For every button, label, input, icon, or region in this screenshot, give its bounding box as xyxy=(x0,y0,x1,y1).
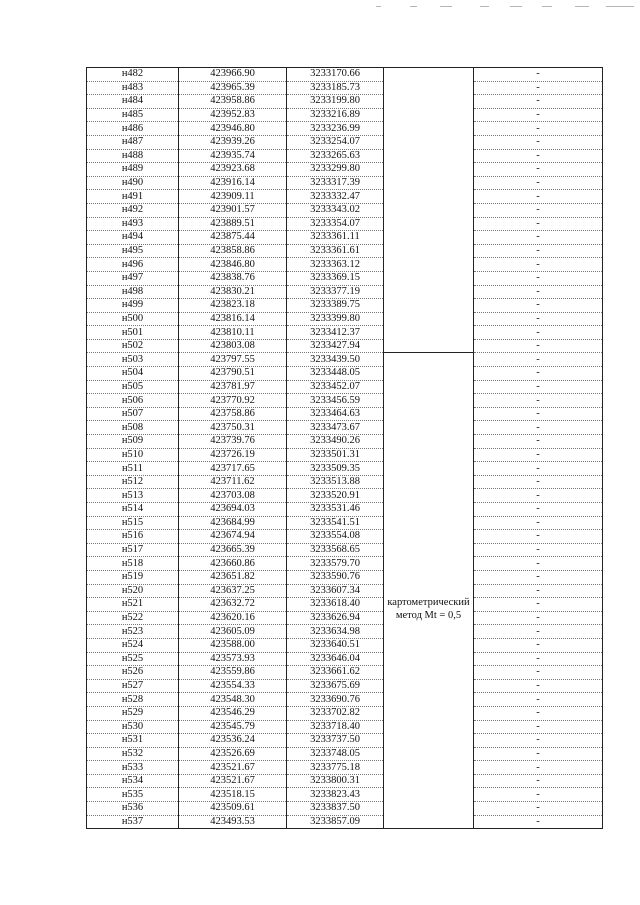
point-name-cell: н498 xyxy=(87,285,179,299)
y-coordinate-cell: 3233775.18 xyxy=(287,761,384,775)
table-row xyxy=(87,530,603,544)
y-coordinate-cell: 3233369.15 xyxy=(287,271,384,285)
table-row xyxy=(87,176,603,190)
x-coordinate-cell: 423909.11 xyxy=(179,190,287,204)
point-name-cell: н510 xyxy=(87,448,179,462)
table-row xyxy=(87,217,603,231)
accuracy-cell: - xyxy=(474,625,603,639)
table-row xyxy=(87,475,603,489)
accuracy-cell: - xyxy=(474,516,603,530)
x-coordinate-cell: 423526.69 xyxy=(179,747,287,761)
point-name-cell: н489 xyxy=(87,163,179,177)
y-coordinate-cell: 3233456.59 xyxy=(287,394,384,408)
point-name-cell: н537 xyxy=(87,815,179,829)
point-name-cell: н483 xyxy=(87,81,179,95)
point-name-cell: н535 xyxy=(87,788,179,802)
x-coordinate-cell: 423726.19 xyxy=(179,448,287,462)
x-coordinate-cell: 423703.08 xyxy=(179,489,287,503)
y-coordinate-cell: 3233473.67 xyxy=(287,421,384,435)
y-coordinate-cell: 3233170.66 xyxy=(287,68,384,82)
y-coordinate-cell: 3233646.04 xyxy=(287,652,384,666)
x-coordinate-cell: 423637.25 xyxy=(179,584,287,598)
table-row xyxy=(87,802,603,816)
table-row xyxy=(87,448,603,462)
y-coordinate-cell: 3233823.43 xyxy=(287,788,384,802)
point-name-cell: н497 xyxy=(87,271,179,285)
accuracy-cell: - xyxy=(474,435,603,449)
table-row xyxy=(87,149,603,163)
accuracy-cell: - xyxy=(474,407,603,421)
x-coordinate-cell: 423781.97 xyxy=(179,380,287,394)
x-coordinate-cell: 423605.09 xyxy=(179,625,287,639)
x-coordinate-cell: 423717.65 xyxy=(179,462,287,476)
accuracy-cell: - xyxy=(474,244,603,258)
point-name-cell: н527 xyxy=(87,679,179,693)
x-coordinate-cell: 423660.86 xyxy=(179,557,287,571)
accuracy-cell: - xyxy=(474,652,603,666)
accuracy-cell: - xyxy=(474,489,603,503)
point-name-cell: н514 xyxy=(87,503,179,517)
y-coordinate-cell: 3233837.50 xyxy=(287,802,384,816)
point-name-cell: н486 xyxy=(87,122,179,136)
table-row xyxy=(87,761,603,775)
x-coordinate-cell: 423620.16 xyxy=(179,611,287,625)
point-name-cell: н533 xyxy=(87,761,179,775)
point-name-cell: н519 xyxy=(87,570,179,584)
table-row xyxy=(87,489,603,503)
table-row xyxy=(87,231,603,245)
accuracy-cell: - xyxy=(474,135,603,149)
table-row xyxy=(87,108,603,122)
accuracy-cell: - xyxy=(474,312,603,326)
x-coordinate-cell: 423750.31 xyxy=(179,421,287,435)
point-name-cell: н522 xyxy=(87,611,179,625)
accuracy-cell: - xyxy=(474,802,603,816)
accuracy-cell: - xyxy=(474,503,603,517)
accuracy-cell: - xyxy=(474,774,603,788)
point-name-cell: н524 xyxy=(87,638,179,652)
y-coordinate-cell: 3233317.39 xyxy=(287,176,384,190)
point-name-cell: н485 xyxy=(87,108,179,122)
accuracy-cell: - xyxy=(474,693,603,707)
y-coordinate-cell: 3233607.34 xyxy=(287,584,384,598)
y-coordinate-cell: 3233626.94 xyxy=(287,611,384,625)
accuracy-cell: - xyxy=(474,611,603,625)
x-coordinate-cell: 423830.21 xyxy=(179,285,287,299)
y-coordinate-cell: 3233363.12 xyxy=(287,258,384,272)
y-coordinate-cell: 3233254.07 xyxy=(287,135,384,149)
x-coordinate-cell: 423952.83 xyxy=(179,108,287,122)
point-name-cell: н516 xyxy=(87,530,179,544)
accuracy-cell: - xyxy=(474,679,603,693)
point-name-cell: н493 xyxy=(87,217,179,231)
accuracy-cell: - xyxy=(474,258,603,272)
point-name-cell: н523 xyxy=(87,625,179,639)
accuracy-cell: - xyxy=(474,203,603,217)
point-name-cell: н500 xyxy=(87,312,179,326)
point-name-cell: н532 xyxy=(87,747,179,761)
y-coordinate-cell: 3233509.35 xyxy=(287,462,384,476)
x-coordinate-cell: 423559.86 xyxy=(179,666,287,680)
table-row xyxy=(87,774,603,788)
x-coordinate-cell: 423923.68 xyxy=(179,163,287,177)
y-coordinate-cell: 3233265.63 xyxy=(287,149,384,163)
point-name-cell: н492 xyxy=(87,203,179,217)
table-row xyxy=(87,503,603,517)
point-name-cell: н511 xyxy=(87,462,179,476)
x-coordinate-cell: 423946.80 xyxy=(179,122,287,136)
y-coordinate-cell: 3233399.80 xyxy=(287,312,384,326)
x-coordinate-cell: 423573.93 xyxy=(179,652,287,666)
table-row xyxy=(87,258,603,272)
x-coordinate-cell: 423770.92 xyxy=(179,394,287,408)
y-coordinate-cell: 3233427.94 xyxy=(287,339,384,353)
y-coordinate-cell: 3233554.08 xyxy=(287,530,384,544)
accuracy-cell: - xyxy=(474,285,603,299)
point-name-cell: н531 xyxy=(87,734,179,748)
x-coordinate-cell: 423545.79 xyxy=(179,720,287,734)
accuracy-cell: - xyxy=(474,68,603,82)
y-coordinate-cell: 3233216.89 xyxy=(287,108,384,122)
x-coordinate-cell: 423875.44 xyxy=(179,231,287,245)
x-coordinate-cell: 423588.00 xyxy=(179,638,287,652)
x-coordinate-cell: 423803.08 xyxy=(179,339,287,353)
y-coordinate-cell: 3233199.80 xyxy=(287,95,384,109)
x-coordinate-cell: 423739.76 xyxy=(179,435,287,449)
y-coordinate-cell: 3233377.19 xyxy=(287,285,384,299)
accuracy-cell: - xyxy=(474,81,603,95)
x-coordinate-cell: 423889.51 xyxy=(179,217,287,231)
coordinates-table-body xyxy=(87,68,603,829)
y-coordinate-cell: 3233389.75 xyxy=(287,299,384,313)
y-coordinate-cell: 3233448.05 xyxy=(287,367,384,381)
table-row xyxy=(87,299,603,313)
table-row xyxy=(87,625,603,639)
y-coordinate-cell: 3233857.09 xyxy=(287,815,384,829)
accuracy-cell: - xyxy=(474,122,603,136)
accuracy-cell: - xyxy=(474,326,603,340)
table-row xyxy=(87,557,603,571)
accuracy-cell: - xyxy=(474,462,603,476)
y-coordinate-cell: 3233185.73 xyxy=(287,81,384,95)
x-coordinate-cell: 423548.30 xyxy=(179,693,287,707)
table-row xyxy=(87,271,603,285)
accuracy-cell: - xyxy=(474,598,603,612)
y-coordinate-cell: 3233702.82 xyxy=(287,706,384,720)
y-coordinate-cell: 3233634.98 xyxy=(287,625,384,639)
point-name-cell: н494 xyxy=(87,231,179,245)
x-coordinate-cell: 423958.86 xyxy=(179,95,287,109)
y-coordinate-cell: 3233690.76 xyxy=(287,693,384,707)
table-row xyxy=(87,693,603,707)
accuracy-cell: - xyxy=(474,299,603,313)
accuracy-cell: - xyxy=(474,557,603,571)
x-coordinate-cell: 423632.72 xyxy=(179,598,287,612)
x-coordinate-cell: 423521.67 xyxy=(179,761,287,775)
y-coordinate-cell: 3233737.50 xyxy=(287,734,384,748)
point-name-cell: н491 xyxy=(87,190,179,204)
point-name-cell: н512 xyxy=(87,475,179,489)
point-name-cell: н505 xyxy=(87,380,179,394)
point-name-cell: н521 xyxy=(87,598,179,612)
table-row xyxy=(87,339,603,353)
x-coordinate-cell: 423939.26 xyxy=(179,135,287,149)
table-row xyxy=(87,190,603,204)
table-row xyxy=(87,706,603,720)
table-row xyxy=(87,394,603,408)
point-name-cell: н530 xyxy=(87,720,179,734)
x-coordinate-cell: 423665.39 xyxy=(179,543,287,557)
y-coordinate-cell: 3233513.88 xyxy=(287,475,384,489)
y-coordinate-cell: 3233579.70 xyxy=(287,557,384,571)
y-coordinate-cell: 3233718.40 xyxy=(287,720,384,734)
y-coordinate-cell: 3233361.11 xyxy=(287,231,384,245)
y-coordinate-cell: 3233520.91 xyxy=(287,489,384,503)
accuracy-cell: - xyxy=(474,149,603,163)
table-row xyxy=(87,244,603,258)
accuracy-cell: - xyxy=(474,448,603,462)
accuracy-cell: - xyxy=(474,231,603,245)
accuracy-cell: - xyxy=(474,720,603,734)
table-row xyxy=(87,421,603,435)
point-name-cell: н513 xyxy=(87,489,179,503)
y-coordinate-cell: 3233590.76 xyxy=(287,570,384,584)
accuracy-cell: - xyxy=(474,271,603,285)
accuracy-cell: - xyxy=(474,747,603,761)
y-coordinate-cell: 3233490.26 xyxy=(287,435,384,449)
y-coordinate-cell: 3233661.62 xyxy=(287,666,384,680)
table-row xyxy=(87,666,603,680)
point-name-cell: н496 xyxy=(87,258,179,272)
accuracy-cell: - xyxy=(474,761,603,775)
accuracy-cell: - xyxy=(474,815,603,829)
point-name-cell: н520 xyxy=(87,584,179,598)
x-coordinate-cell: 423758.86 xyxy=(179,407,287,421)
accuracy-cell: - xyxy=(474,353,603,367)
method-cell-empty xyxy=(384,68,474,353)
x-coordinate-cell: 423651.82 xyxy=(179,570,287,584)
accuracy-cell: - xyxy=(474,788,603,802)
x-coordinate-cell: 423916.14 xyxy=(179,176,287,190)
point-name-cell: н536 xyxy=(87,802,179,816)
table-row xyxy=(87,285,603,299)
table-row xyxy=(87,543,603,557)
table-row xyxy=(87,435,603,449)
point-name-cell: н504 xyxy=(87,367,179,381)
x-coordinate-cell: 423816.14 xyxy=(179,312,287,326)
x-coordinate-cell: 423838.76 xyxy=(179,271,287,285)
table-row xyxy=(87,312,603,326)
y-coordinate-cell: 3233343.02 xyxy=(287,203,384,217)
y-coordinate-cell: 3233412.37 xyxy=(287,326,384,340)
accuracy-cell: - xyxy=(474,108,603,122)
x-coordinate-cell: 423493.53 xyxy=(179,815,287,829)
x-coordinate-cell: 423546.29 xyxy=(179,706,287,720)
table-row xyxy=(87,720,603,734)
point-name-cell: н529 xyxy=(87,706,179,720)
point-name-cell: н509 xyxy=(87,435,179,449)
point-name-cell: н488 xyxy=(87,149,179,163)
accuracy-cell: - xyxy=(474,570,603,584)
accuracy-cell: - xyxy=(474,394,603,408)
table-row xyxy=(87,638,603,652)
x-coordinate-cell: 423694.03 xyxy=(179,503,287,517)
accuracy-cell: - xyxy=(474,638,603,652)
method-cell xyxy=(384,353,474,829)
accuracy-cell: - xyxy=(474,421,603,435)
point-name-cell: н501 xyxy=(87,326,179,340)
point-name-cell: н507 xyxy=(87,407,179,421)
table-row xyxy=(87,652,603,666)
table-row xyxy=(87,367,603,381)
x-coordinate-cell: 423521.67 xyxy=(179,774,287,788)
table-row xyxy=(87,462,603,476)
table-row xyxy=(87,747,603,761)
table-row xyxy=(87,407,603,421)
accuracy-cell: - xyxy=(474,706,603,720)
table-row xyxy=(87,68,603,82)
point-name-cell: н503 xyxy=(87,353,179,367)
table-row xyxy=(87,584,603,598)
point-name-cell: н518 xyxy=(87,557,179,571)
method-text-line: картометрический xyxy=(387,596,470,608)
y-coordinate-cell: 3233236.99 xyxy=(287,122,384,136)
table-row xyxy=(87,734,603,748)
accuracy-cell: - xyxy=(474,530,603,544)
table-row xyxy=(87,81,603,95)
y-coordinate-cell: 3233800.31 xyxy=(287,774,384,788)
point-name-cell: н490 xyxy=(87,176,179,190)
y-coordinate-cell: 3233439.50 xyxy=(287,353,384,367)
y-coordinate-cell: 3233541.51 xyxy=(287,516,384,530)
accuracy-cell: - xyxy=(474,163,603,177)
y-coordinate-cell: 3233640.51 xyxy=(287,638,384,652)
point-name-cell: н515 xyxy=(87,516,179,530)
accuracy-cell: - xyxy=(474,367,603,381)
y-coordinate-cell: 3233299.80 xyxy=(287,163,384,177)
table-row xyxy=(87,570,603,584)
y-coordinate-cell: 3233361.61 xyxy=(287,244,384,258)
point-name-cell: н495 xyxy=(87,244,179,258)
x-coordinate-cell: 423810.11 xyxy=(179,326,287,340)
point-name-cell: н508 xyxy=(87,421,179,435)
accuracy-cell: - xyxy=(474,734,603,748)
point-name-cell: н506 xyxy=(87,394,179,408)
table-row xyxy=(87,516,603,530)
y-coordinate-cell: 3233531.46 xyxy=(287,503,384,517)
y-coordinate-cell: 3233452.07 xyxy=(287,380,384,394)
y-coordinate-cell: 3233354.07 xyxy=(287,217,384,231)
accuracy-cell: - xyxy=(474,217,603,231)
point-name-cell: н487 xyxy=(87,135,179,149)
x-coordinate-cell: 423846.80 xyxy=(179,258,287,272)
table-row xyxy=(87,95,603,109)
accuracy-cell: - xyxy=(474,475,603,489)
x-coordinate-cell: 423823.18 xyxy=(179,299,287,313)
x-coordinate-cell: 423901.57 xyxy=(179,203,287,217)
x-coordinate-cell: 423858.86 xyxy=(179,244,287,258)
point-name-cell: н534 xyxy=(87,774,179,788)
point-name-cell: н482 xyxy=(87,68,179,82)
y-coordinate-cell: 3233675.69 xyxy=(287,679,384,693)
accuracy-cell: - xyxy=(474,380,603,394)
point-name-cell: н484 xyxy=(87,95,179,109)
point-name-cell: н525 xyxy=(87,652,179,666)
accuracy-cell: - xyxy=(474,543,603,557)
point-name-cell: н526 xyxy=(87,666,179,680)
table-row xyxy=(87,203,603,217)
accuracy-cell: - xyxy=(474,95,603,109)
y-coordinate-cell: 3233332.47 xyxy=(287,190,384,204)
point-name-cell: н502 xyxy=(87,339,179,353)
table-row xyxy=(87,163,603,177)
coordinates-table xyxy=(86,67,603,829)
x-coordinate-cell: 423797.55 xyxy=(179,353,287,367)
x-coordinate-cell: 423711.62 xyxy=(179,475,287,489)
table-row xyxy=(87,380,603,394)
method-text-line: метод Mt = 0,5 xyxy=(395,609,462,621)
method-text xyxy=(384,560,473,622)
point-name-cell: н499 xyxy=(87,299,179,313)
table-row xyxy=(87,788,603,802)
table-row xyxy=(87,679,603,693)
y-coordinate-cell: 3233464.63 xyxy=(287,407,384,421)
x-coordinate-cell: 423674.94 xyxy=(179,530,287,544)
accuracy-cell: - xyxy=(474,666,603,680)
x-coordinate-cell: 423554.33 xyxy=(179,679,287,693)
x-coordinate-cell: 423965.39 xyxy=(179,81,287,95)
x-coordinate-cell: 423684.99 xyxy=(179,516,287,530)
y-coordinate-cell: 3233568.65 xyxy=(287,543,384,557)
table-row xyxy=(87,135,603,149)
point-name-cell: н528 xyxy=(87,693,179,707)
point-name-cell: н517 xyxy=(87,543,179,557)
x-coordinate-cell: 423518.15 xyxy=(179,788,287,802)
accuracy-cell: - xyxy=(474,584,603,598)
x-coordinate-cell: 423536.24 xyxy=(179,734,287,748)
accuracy-cell: - xyxy=(474,339,603,353)
y-coordinate-cell: 3233748.05 xyxy=(287,747,384,761)
accuracy-cell: - xyxy=(474,176,603,190)
x-coordinate-cell: 423790.51 xyxy=(179,367,287,381)
table-row xyxy=(87,353,603,367)
x-coordinate-cell: 423966.90 xyxy=(179,68,287,82)
table-row xyxy=(87,611,603,625)
table-row xyxy=(87,326,603,340)
table-row xyxy=(87,598,603,612)
x-coordinate-cell: 423935.74 xyxy=(179,149,287,163)
y-coordinate-cell: 3233501.31 xyxy=(287,448,384,462)
accuracy-cell: - xyxy=(474,190,603,204)
table-row xyxy=(87,122,603,136)
table-row xyxy=(87,815,603,829)
page-edge-marks xyxy=(370,2,638,12)
x-coordinate-cell: 423509.61 xyxy=(179,802,287,816)
y-coordinate-cell: 3233618.40 xyxy=(287,598,384,612)
